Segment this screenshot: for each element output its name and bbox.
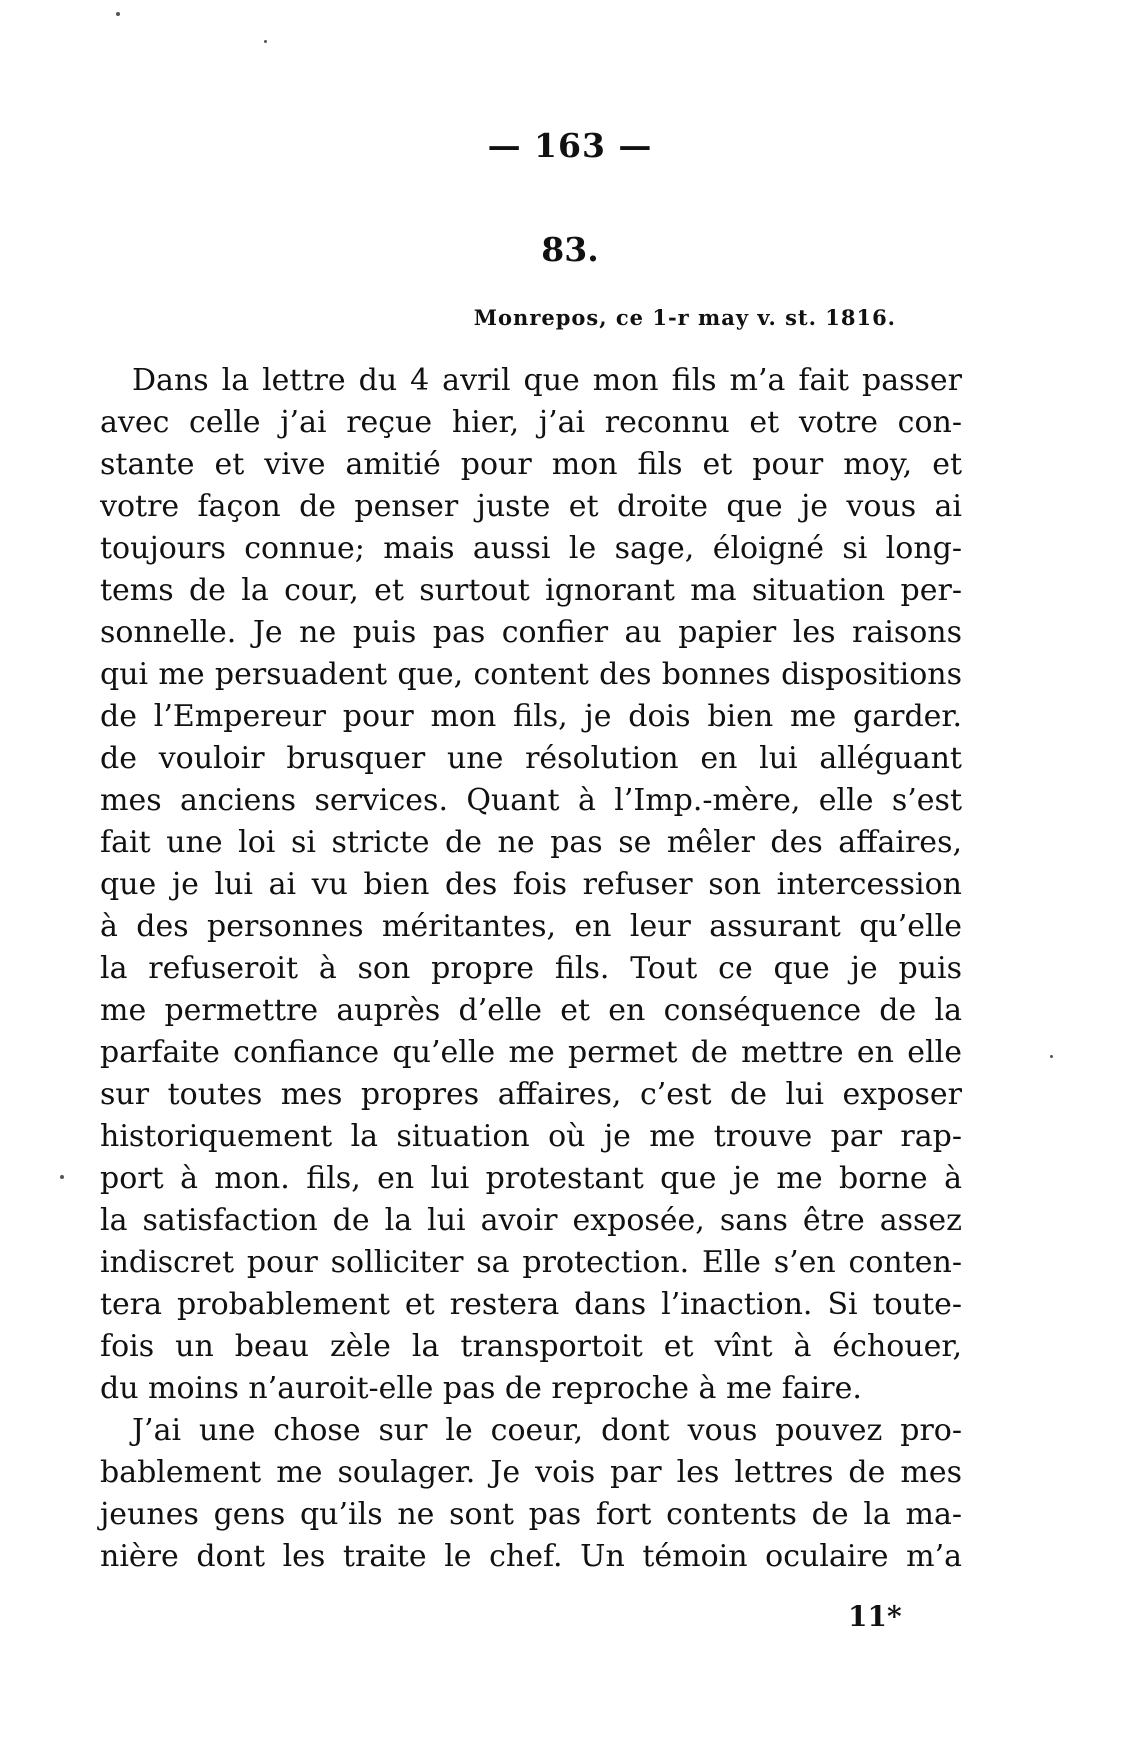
print-speck bbox=[264, 40, 267, 43]
text-line: J’ai une chose sur le coeur, dont vous pouvez pro- bbox=[132, 1413, 962, 1448]
text-line: port à mon. fils, en lui protestant que je me borne à bbox=[100, 1161, 962, 1196]
text-line: sonnelle. Je ne puis pas confier au papier les raisons bbox=[100, 615, 962, 650]
text-line: fait une loi si stricte de ne pas se mêler des affaires, bbox=[100, 825, 962, 860]
text-line: fois un beau zèle la transportoit et vînt à échouer, bbox=[100, 1329, 962, 1364]
text-line: parfaite confiance qu’elle me permet de mettre en elle bbox=[100, 1035, 962, 1070]
text-line: que je lui ai vu bien des fois refuser son intercession bbox=[100, 867, 962, 902]
text-line: sur toutes mes propres affaires, c’est de lui exposer bbox=[100, 1077, 962, 1112]
text-line: de l’Empereur pour mon fils, je dois bien me garder. bbox=[100, 699, 962, 734]
dateline: Monrepos, ce 1-r may v. st. 1816. bbox=[473, 305, 896, 330]
text-line: de vouloir brusquer une résolution en lui alléguant bbox=[100, 741, 962, 776]
text-line: me permettre auprès d’elle et en conséquence de la bbox=[100, 993, 962, 1028]
text-line: nière dont les traite le chef. Un témoin oculaire m’a bbox=[100, 1539, 962, 1574]
text-line: jeunes gens qu’ils ne sont pas fort contents de la ma- bbox=[100, 1497, 962, 1532]
paragraph-1 bbox=[100, 360, 962, 1410]
signature-mark: 11* bbox=[848, 1600, 902, 1633]
text-line: tera probablement et restera dans l’inaction. Si toute- bbox=[100, 1287, 962, 1322]
print-speck bbox=[60, 1175, 64, 1179]
page-number: — 163 — bbox=[487, 126, 653, 165]
letter-number: 83. bbox=[541, 230, 599, 269]
text-line: tems de la cour, et surtout ignorant ma situation per- bbox=[100, 573, 962, 608]
text-line: toujours connue; mais aussi le sage, éloigné si long- bbox=[100, 531, 962, 566]
text-line: avec celle j’ai reçue hier, j’ai reconnu et votre con- bbox=[100, 405, 962, 440]
text-line: votre façon de penser juste et droite que je vous ai bbox=[100, 489, 962, 524]
print-speck bbox=[116, 12, 120, 16]
text-line: la refuseroit à son propre fils. Tout ce que je puis bbox=[100, 951, 962, 986]
text-line: indiscret pour solliciter sa protection. Elle s’en conten- bbox=[100, 1245, 962, 1280]
text-line: du moins n’auroit-elle pas de reproche à me faire. bbox=[100, 1371, 862, 1406]
print-speck bbox=[1050, 1055, 1053, 1058]
letter-body bbox=[100, 360, 962, 1578]
text-line: historiquement la situation où je me trouve par rap- bbox=[100, 1119, 962, 1154]
text-line: qui me persuadent que, content des bonnes dispositions bbox=[100, 657, 962, 692]
paragraph-2 bbox=[100, 1410, 962, 1578]
text-line: bablement me soulager. Je vois par les lettres de mes bbox=[100, 1455, 962, 1490]
text-line: à des personnes méritantes, en leur assurant qu’elle bbox=[100, 909, 962, 944]
text-line: la satisfaction de la lui avoir exposée, sans être assez bbox=[100, 1203, 962, 1238]
text-line: Dans la lettre du 4 avril que mon fils m’a fait passer bbox=[132, 363, 962, 398]
text-line: stante et vive amitié pour mon fils et pour moy, et bbox=[100, 447, 962, 482]
text-line: mes anciens services. Quant à l’Imp.-mère, elle s’est bbox=[100, 783, 962, 818]
